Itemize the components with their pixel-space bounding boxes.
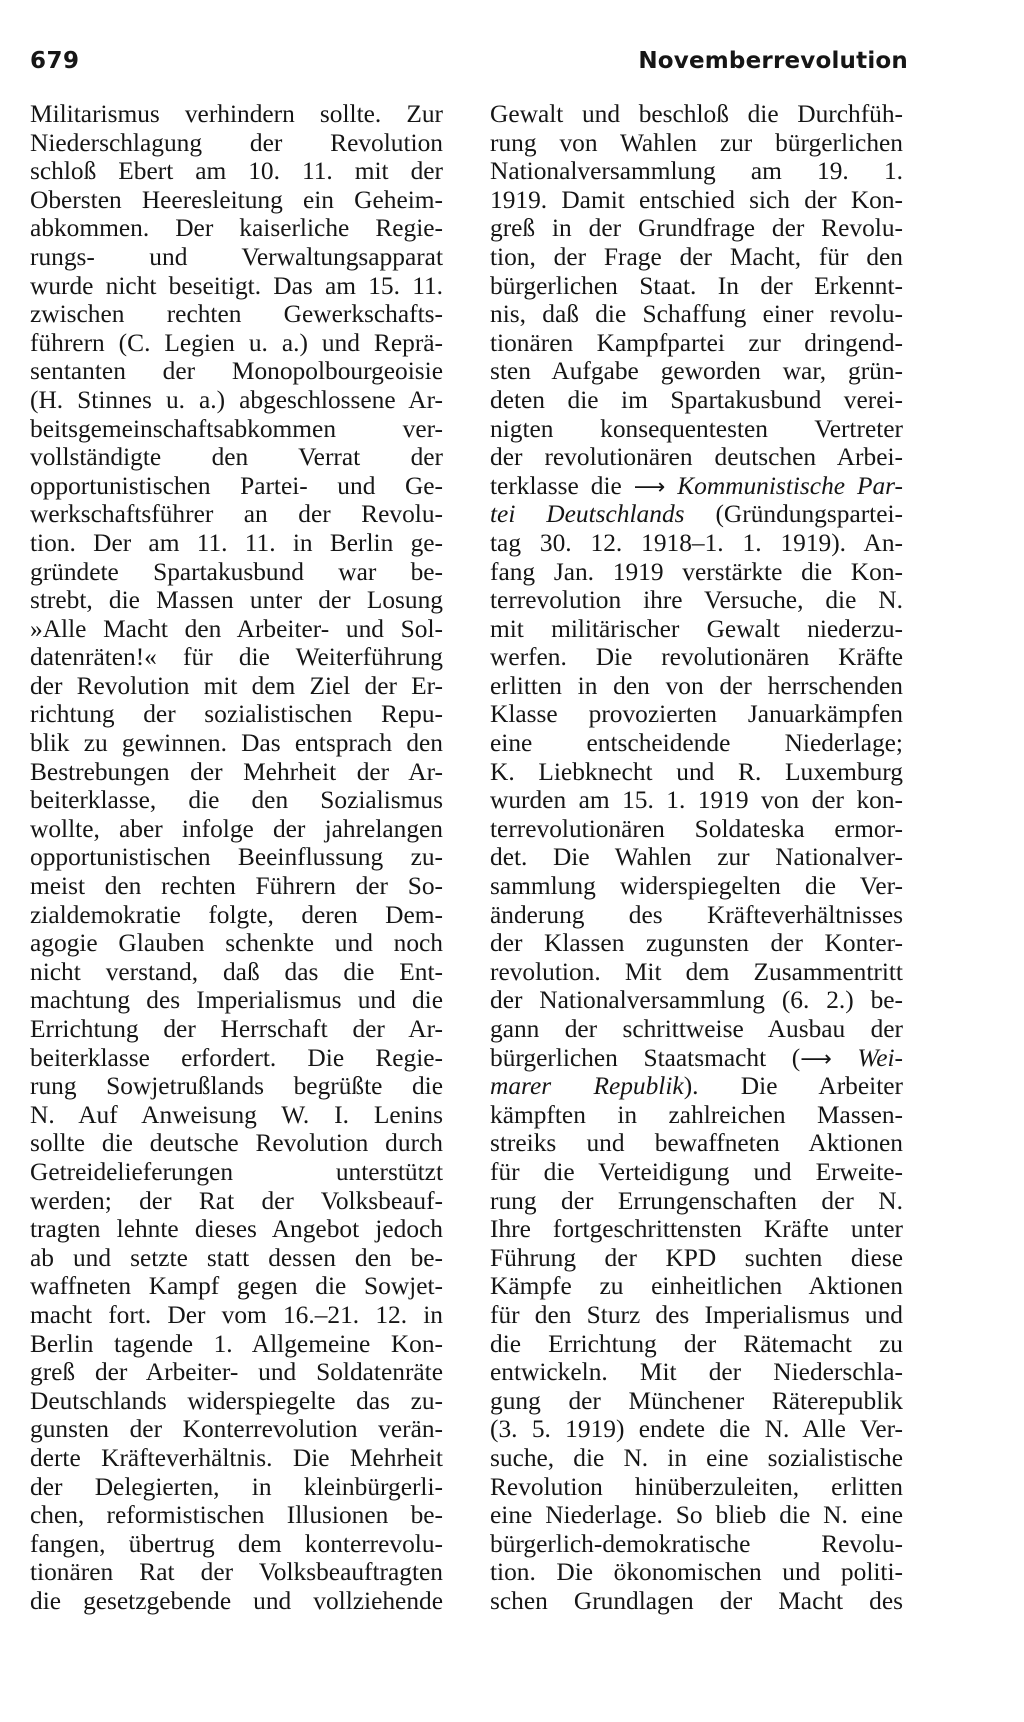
text-line: opportunistischen Partei- und Ge-	[30, 471, 443, 500]
text-line-kpd	[490, 472, 903, 501]
text-line: zwischen rechten Gewerkschafts-	[30, 300, 443, 329]
text-line: rung der Errungenschaften der N.	[490, 1186, 903, 1215]
text-line: vollständigte den Verrat der	[30, 443, 443, 472]
text-line: Klasse provozierten Januarkämpfen	[490, 700, 903, 729]
text-line: tionären Kampfpartei zur dringend-	[490, 328, 903, 357]
text-line: der Nationalversammlung (6. 2.) be-	[490, 986, 903, 1015]
cross-reference-link-weimar-2[interactable]: marer Republik	[490, 1072, 684, 1101]
text-line: ab und setzte statt dessen den be-	[30, 1243, 443, 1272]
text-line: tragten lehnte dieses Angebot jedoch	[30, 1215, 443, 1244]
text-line: eine Niederlage. So blieb die N. eine	[490, 1501, 903, 1530]
right-column	[490, 100, 903, 1615]
text-line: rungs- und Verwaltungsapparat	[30, 242, 443, 271]
text-segment: (Gründungspartei-	[684, 500, 904, 529]
text-line: abkommen. Der kaiserliche Regie-	[30, 214, 443, 243]
text-line: tionären Rat der Volksbeauftragten	[30, 1558, 443, 1587]
right-column-block-1	[490, 100, 903, 472]
text-line: wollte, aber infolge der jahrelangen	[30, 814, 443, 843]
text-line: Bestrebungen der Mehrheit der Ar-	[30, 757, 443, 786]
text-line: »Alle Macht den Arbeiter- und Sol-	[30, 614, 443, 643]
text-line: wurde nicht beseitigt. Das am 15. 11.	[30, 271, 443, 300]
text-line: Obersten Heeresleitung ein Geheim-	[30, 185, 443, 214]
text-line: nigten konsequentesten Vertreter	[490, 414, 903, 443]
text-line: tion. Die ökonomischen und politi-	[490, 1558, 903, 1587]
text-line: Militarismus verhindern sollte. Zur	[30, 100, 443, 128]
cross-reference-arrow-icon: ⟶	[800, 1046, 832, 1072]
left-column	[30, 100, 443, 1615]
text-line: Revolution hinüberzuleiten, erlitten	[490, 1472, 903, 1501]
text-line: erlitten in den von der herrschenden	[490, 671, 903, 700]
text-line: streiks und bewaffneten Aktionen	[490, 1129, 903, 1158]
text-line: K. Liebknecht und R. Luxemburg	[490, 757, 903, 786]
text-line: tag 30. 12. 1918–1. 1. 1919). An-	[490, 528, 903, 557]
text-line: (H. Stinnes u. a.) abgeschlossene Ar-	[30, 385, 443, 414]
text-line-weimar-2	[490, 1072, 903, 1101]
text-line: Getreidelieferungen unterstützt	[30, 1157, 443, 1186]
text-line: machtung des Imperialismus und die	[30, 986, 443, 1015]
text-line: die Errichtung der Rätemacht zu	[490, 1329, 903, 1358]
text-line: deten die im Spartakusbund verei-	[490, 385, 903, 414]
running-head: Novemberrevolution	[638, 48, 908, 74]
text-line: waffneten Kampf gegen die Sowjet-	[30, 1272, 443, 1301]
text-line: gründete Spartakusbund war be-	[30, 557, 443, 586]
text-line: rung von Wahlen zur bürgerlichen	[490, 128, 903, 157]
text-line: strebt, die Massen unter der Losung	[30, 586, 443, 615]
text-line: Nationalversammlung am 19. 1.	[490, 157, 903, 186]
text-line: eine entscheidende Niederlage;	[490, 729, 903, 758]
cross-reference-link-kpd-2[interactable]: tei Deutschlands	[490, 500, 685, 529]
text-line: entwickeln. Mit der Niederschla-	[490, 1358, 903, 1387]
text-line: der Delegierten, in kleinbürgerli-	[30, 1472, 443, 1501]
text-line: N. Auf Anweisung W. I. Lenins	[30, 1100, 443, 1129]
text-line: rung Sowjetrußlands begrüßte die	[30, 1072, 443, 1101]
text-line: Errichtung der Herrschaft der Ar-	[30, 1015, 443, 1043]
text-line: sten Aufgabe geworden war, grün-	[490, 357, 903, 386]
text-line: suche, die N. in eine sozialistische	[490, 1443, 903, 1472]
text-line: gunsten der Konterrevolution verän-	[30, 1415, 443, 1444]
text-line: derte Kräfteverhältnis. Die Mehrheit	[30, 1443, 443, 1472]
text-line: beiterklasse erfordert. Die Regie-	[30, 1043, 443, 1072]
text-line: der Klassen zugunsten der Konter-	[490, 929, 903, 958]
right-column-block-3	[490, 1101, 903, 1616]
text-line: sollte die deutsche Revolution durch	[30, 1129, 443, 1158]
text-line: bürgerlichen Staat. In der Erkennt-	[490, 271, 903, 300]
text-line: kämpften in zahlreichen Massen-	[490, 1100, 903, 1129]
text-line: Kämpfe zu einheitlichen Aktionen	[490, 1272, 903, 1301]
text-line: Niederschlagung der Revolution	[30, 128, 443, 157]
text-line: Ihre fortgeschrittensten Kräfte unter	[490, 1215, 903, 1244]
text-line: chen, reformistischen Illusionen be-	[30, 1501, 443, 1530]
text-line: der revolutionären deutschen Arbei-	[490, 443, 903, 472]
text-line: blik zu gewinnen. Das entsprach den	[30, 729, 443, 758]
page-number: 679	[30, 48, 80, 74]
text-line: sentanten der Monopolbourgeoisie	[30, 357, 443, 386]
text-line: (3. 5. 1919) endete die N. Alle Ver-	[490, 1415, 903, 1444]
text-line: datenräten!« für die Weiterführung	[30, 643, 443, 672]
text-line: Führung der KPD suchten diese	[490, 1243, 903, 1272]
text-line: nicht verstand, daß das die Ent-	[30, 957, 443, 986]
text-line: agogie Glauben schenkte und noch	[30, 929, 443, 958]
text-line: richtung der sozialistischen Repu-	[30, 700, 443, 729]
text-segment: bürgerlichen Staatsmacht (	[490, 1043, 801, 1072]
text-line: greß in der Grundfrage der Revolu-	[490, 214, 903, 243]
text-line: der Revolution mit dem Ziel der Er-	[30, 671, 443, 700]
text-line: Berlin tagende 1. Allgemeine Kon-	[30, 1329, 443, 1358]
text-line: fang Jan. 1919 verstärkte die Kon-	[490, 557, 903, 586]
text-line: beitsgemeinschaftsabkommen ver-	[30, 414, 443, 443]
text-line: terrevolution ihre Versuche, die N.	[490, 586, 903, 615]
page-header	[30, 48, 908, 84]
text-line: opportunistischen Beeinflussung zu-	[30, 843, 443, 872]
text-line: gann der schrittweise Ausbau der	[490, 1015, 903, 1043]
text-line: bürgerlich-demokratische Revolu-	[490, 1529, 903, 1558]
cross-reference-arrow-icon: ⟶	[633, 474, 666, 500]
text-line: nis, daß die Schaffung einer revolu-	[490, 300, 903, 329]
text-line: für die Verteidigung und Erweite-	[490, 1157, 903, 1186]
text-line: wurden am 15. 1. 1919 von der kon-	[490, 786, 903, 815]
text-line: Gewalt und beschloß die Durchfüh-	[490, 100, 903, 128]
text-line: det. Die Wahlen zur Nationalver-	[490, 843, 903, 872]
text-line: werden; der Rat der Volksbeauf-	[30, 1186, 443, 1215]
cross-reference-link-weimar[interactable]: Wei-	[857, 1043, 903, 1072]
text-line: 1919. Damit entschied sich der Kon-	[490, 185, 903, 214]
text-line: führern (C. Legien u. a.) und Reprä-	[30, 328, 443, 357]
text-line: gung der Münchener Räterepublik	[490, 1386, 903, 1415]
text-line: für den Sturz des Imperialismus und	[490, 1300, 903, 1329]
text-line: tion. Der am 11. 11. in Berlin ge-	[30, 528, 443, 557]
text-line: sammlung widerspiegelten die Ver-	[490, 872, 903, 901]
text-line: die gesetzgebende und vollziehende	[30, 1586, 443, 1615]
text-line-weimar	[490, 1044, 903, 1073]
text-segment: ). Die Arbeiter	[683, 1072, 903, 1101]
text-line: revolution. Mit dem Zusammentritt	[490, 957, 903, 986]
text-line: meist den rechten Führern der So-	[30, 872, 443, 901]
text-line: schloß Ebert am 10. 11. mit der	[30, 157, 443, 186]
text-line: fangen, übertrug dem konterrevolu-	[30, 1529, 443, 1558]
text-line: schen Grundlagen der Macht des	[490, 1586, 903, 1615]
text-line: werfen. Die revolutionären Kräfte	[490, 643, 903, 672]
text-line: greß der Arbeiter- und Soldatenräte	[30, 1358, 443, 1387]
text-line: zialdemokratie folgte, deren Dem-	[30, 900, 443, 929]
text-line: macht fort. Der vom 16.–21. 12. in	[30, 1300, 443, 1329]
text-line-kpd-2	[490, 500, 903, 529]
text-line: terrevolutionären Soldateska ermor-	[490, 814, 903, 843]
right-column-block-2	[490, 529, 903, 1044]
text-line: mit militärischer Gewalt niederzu-	[490, 614, 903, 643]
text-line: beiterklasse, die den Sozialismus	[30, 786, 443, 815]
text-line: Deutschlands widerspiegelte das zu-	[30, 1386, 443, 1415]
text-line: tion, der Frage der Macht, für den	[490, 242, 903, 271]
text-line: werkschaftsführer an der Revolu-	[30, 500, 443, 529]
cross-reference-link-kpd[interactable]: Kommunistische Par-	[677, 471, 903, 500]
text-segment: terklasse die	[490, 471, 634, 500]
text-line: änderung des Kräfteverhältnisses	[490, 900, 903, 929]
